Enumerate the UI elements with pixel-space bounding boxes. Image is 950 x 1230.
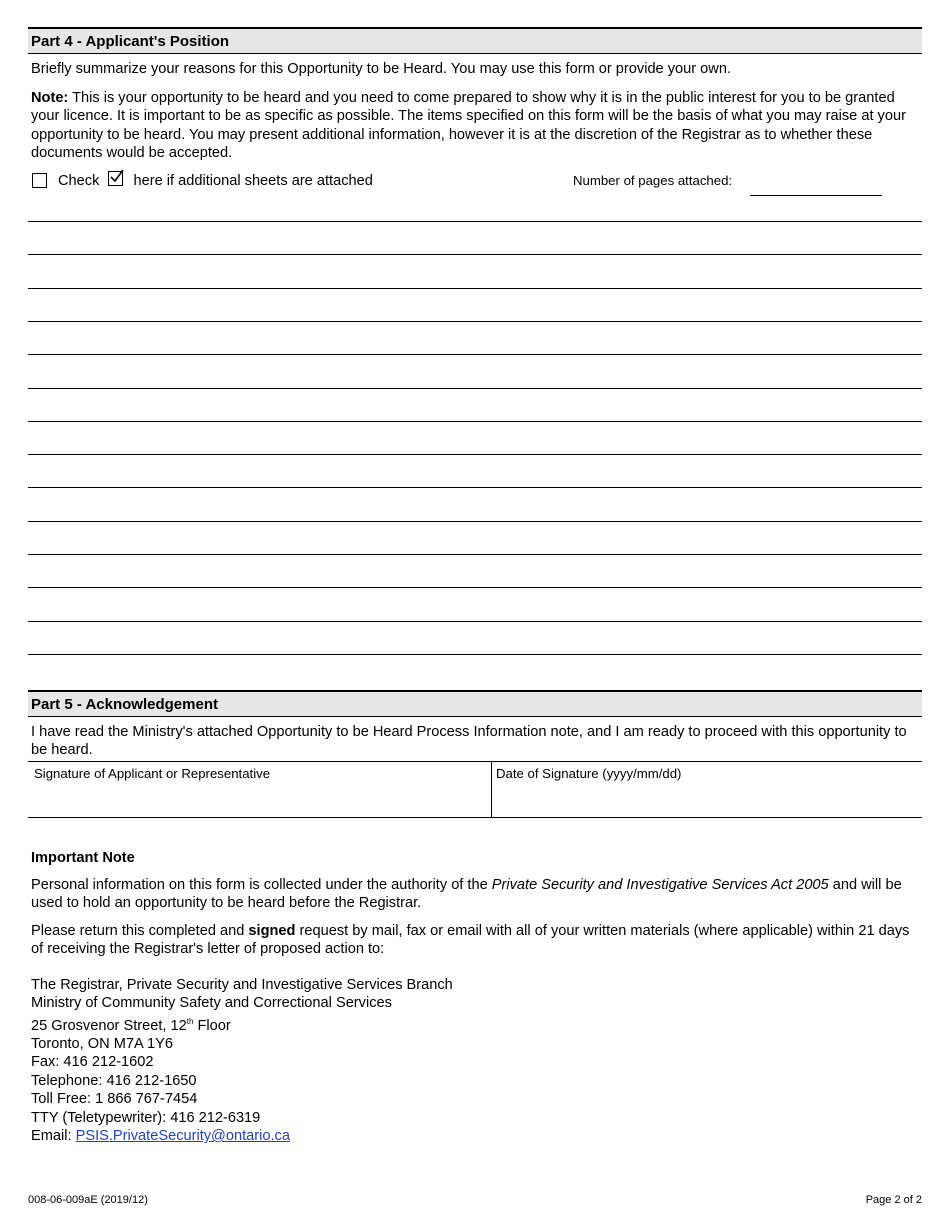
writing-line[interactable] (28, 454, 922, 455)
note-text: This is your opportunity to be heard and you need to come prepared to show why it is in the public interest for you to be granted your licence. It is important to be as specific as possible. The items specified on this form will be the basis of what you may raise at your opportunity to be heard. You may present additional information, however it is at the discretion of the Registrar as to whether these documents would be accepted. (31, 90, 906, 162)
part4-note (31, 89, 921, 163)
writing-line[interactable] (28, 254, 922, 255)
p1-text: Personal information on this form is collected under the authority of the (31, 877, 492, 893)
tty-number: TTY (Teletypewriter): 416 212-6319 (31, 1109, 261, 1126)
writing-line[interactable] (28, 554, 922, 555)
part5-title: Part 5 - Acknowledgement (31, 696, 218, 713)
page-number: Page 2 of 2 (865, 1194, 922, 1206)
signature-row-bottom-border (28, 817, 922, 818)
part4-title: Part 4 - Applicant's Position (31, 33, 230, 50)
writing-line[interactable] (28, 321, 922, 322)
check-suffix: here if additional sheets are attached (133, 173, 373, 189)
writing-line[interactable] (28, 354, 922, 355)
important-note-title: Important Note (31, 850, 135, 866)
additional-sheets-checkbox[interactable] (32, 173, 47, 188)
email-line: Email: PSIS.PrivateSecurity@ontario.ca (31, 1128, 290, 1145)
writing-line[interactable] (28, 288, 922, 289)
signature-row-top-border (28, 761, 922, 762)
note-label: Note: (31, 90, 69, 106)
act-name: Private Security and Investigative Services Act 2005 (491, 877, 829, 893)
form-number: 008-06-009aE (2019/12) (28, 1194, 148, 1206)
p1-text-end: and will be used to hold an opportunity to be heard before the Registrar. (31, 877, 902, 912)
fax-number: Fax: 416 212-1602 (31, 1054, 154, 1071)
signature-divider (491, 762, 492, 817)
important-note-paragraph-2 (31, 922, 919, 959)
checked-box-icon (108, 171, 123, 186)
date-of-signature-field[interactable] (496, 766, 916, 814)
writing-line[interactable] (28, 654, 922, 655)
check-instruction (58, 171, 373, 190)
signed-word: signed (248, 923, 296, 939)
acknowledgement-statement: I have read the Ministry's attached Opportunity to be Heard Process Information note, and I am ready to proceed with this opportunity to be heard. (31, 724, 907, 759)
part5-header (28, 690, 922, 717)
mailing-address (31, 976, 631, 1146)
signature-label: Signature of Applicant or Representative (34, 766, 271, 781)
address-line: 25 Grosvenor Street, 12th Floor (31, 1016, 231, 1034)
writing-line[interactable] (28, 587, 922, 588)
p2-text-end: request by mail, fax or email with all of your written materials (where applicable) within 21 days of receiving the Registrar's letter of proposed action to: (31, 923, 910, 958)
signature-field[interactable] (34, 766, 484, 814)
toll-free-number: Toll Free: 1 866 767-7454 (31, 1091, 198, 1108)
writing-line[interactable] (28, 221, 922, 222)
email-link[interactable]: PSIS.PrivateSecurity@ontario.ca (75, 1128, 290, 1145)
writing-line[interactable] (28, 487, 922, 488)
check-prefix: Check (58, 173, 100, 189)
p2-text: Please return this completed and (31, 923, 249, 939)
telephone-number: Telephone: 416 212-1650 (31, 1072, 197, 1089)
writing-line[interactable] (28, 621, 922, 622)
address-line: Toronto, ON M7A 1Y6 (31, 1036, 173, 1053)
writing-line[interactable] (28, 388, 922, 389)
address-line: Ministry of Community Safety and Correctional Services (31, 995, 392, 1012)
part4-intro: Briefly summarize your reasons for this Opportunity to be Heard. You may use this form or provide your own. (31, 61, 732, 77)
address-line: The Registrar, Private Security and Investigative Services Branch (31, 977, 453, 993)
pages-attached-label: Number of pages attached: (573, 173, 733, 188)
important-note-paragraph-1 (31, 876, 919, 913)
writing-line[interactable] (28, 521, 922, 522)
pages-attached-field[interactable] (750, 177, 882, 196)
writing-line[interactable] (28, 421, 922, 422)
date-label: Date of Signature (yyyy/mm/dd) (496, 766, 682, 781)
part4-header (28, 27, 922, 54)
